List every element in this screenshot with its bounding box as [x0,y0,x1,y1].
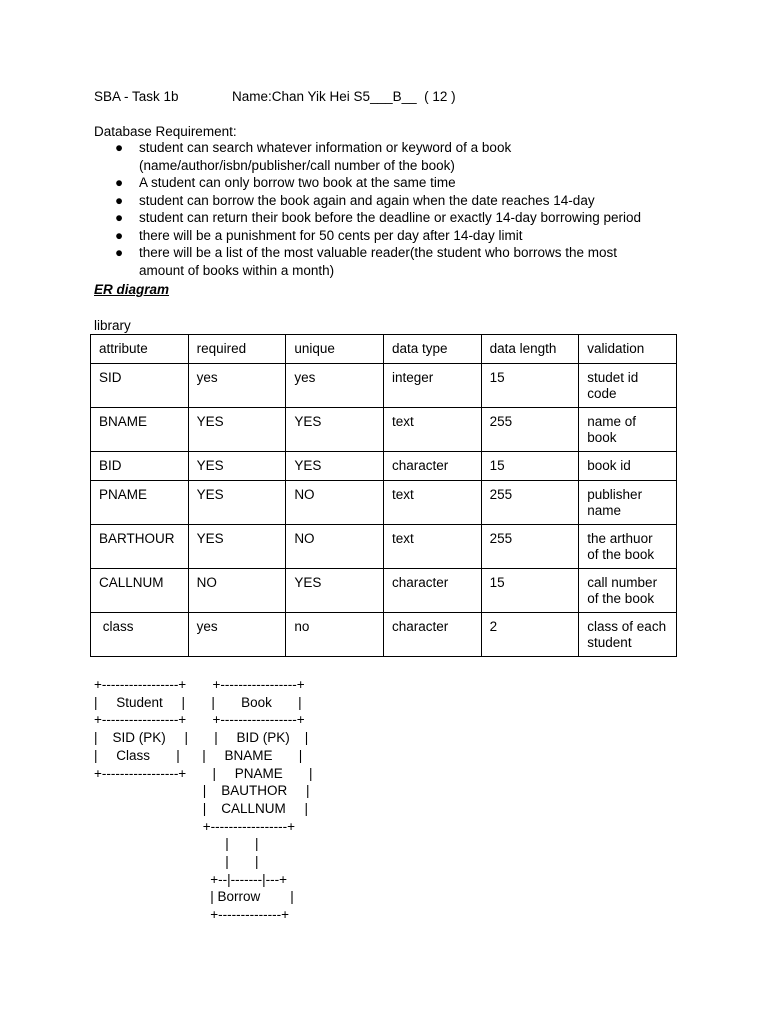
requirements-list [0,139,699,279]
student-name-line: Name:Chan Yik Hei S5___B__ ( 12 ) [232,89,456,104]
table-cell: text [383,408,481,452]
table-cell: NO [188,569,286,613]
table-cell: text [383,525,481,569]
requirement-item [0,139,699,174]
table-cell: 255 [481,481,579,525]
table-cell: book id [579,452,677,481]
bullet-icon: ● [115,175,124,190]
table-row [91,452,677,481]
column-header: unique [286,335,384,364]
requirement-item [0,244,699,279]
requirement-item [0,209,699,227]
table-cell: no [286,613,384,657]
column-header: attribute [91,335,189,364]
table-cell: 15 [481,569,579,613]
er-diagram-title: ER diagram [94,282,170,297]
requirement-text: there will be a list of the most valuable reader(the student who borrows the most amount of books within a month) [139,245,617,278]
table-cell: YES [188,481,286,525]
table-cell: 255 [481,408,579,452]
library-table [90,334,677,657]
requirement-text: A student can only borrow two book at the same time [139,175,456,190]
table-cell: YES [188,408,286,452]
table-cell: YES [286,408,384,452]
table-cell: YES [286,569,384,613]
requirement-item [0,227,699,245]
table-cell: YES [188,452,286,481]
table-label: library [94,318,131,333]
table-cell: yes [188,364,286,408]
bullet-icon: ● [115,210,124,225]
bullet-icon: ● [115,245,124,260]
column-header: required [188,335,286,364]
table-cell: PNAME [91,481,189,525]
table-row [91,408,677,452]
table-cell: character [383,613,481,657]
column-header: data length [481,335,579,364]
table-row [91,364,677,408]
requirement-text: there will be a punishment for 50 cents per day after 14-day limit [139,227,523,243]
table-cell: character [383,452,481,481]
table-cell: SID [91,364,189,408]
requirement-item [0,192,699,210]
table-cell: BARTHOUR [91,525,189,569]
table-row [91,569,677,613]
table-cell: YES [286,452,384,481]
table-cell: 2 [481,613,579,657]
ascii-er-diagram: +-----------------+ +-----------------+ | Student | | Book | +-----------------+ +-----------------+ | SID (PK) | | BID (PK) | | Class | | BNAME | +-----------------+ | PNAME | | BAUTHOR | | CALLNUM | +-----------------+ | | | | +--|-------|---+ | Borrow | +--------------+ [94,677,313,923]
table-cell: integer [383,364,481,408]
bullet-icon: ● [115,192,124,208]
requirement-text: student can return their book before the deadline or exactly 14-day borrowing period [139,210,642,225]
requirement-text: student can borrow the book again and again when the date reaches 14-day [139,192,595,208]
table-row [91,613,677,657]
table-cell: BID [91,452,189,481]
bullet-icon: ● [115,227,124,243]
table-cell: NO [286,481,384,525]
table-cell: YES [188,525,286,569]
table-cell: CALLNUM [91,569,189,613]
requirement-text: student can search whatever information or keyword of a book (name/author/isbn/publisher/call number of the book) [139,140,512,173]
table-cell: publisher name [579,481,677,525]
table-cell: NO [286,525,384,569]
table-cell: BNAME [91,408,189,452]
column-header: data type [383,335,481,364]
table-cell: class [91,613,189,657]
table-cell: 255 [481,525,579,569]
table-cell: the arthuor of the book [579,525,677,569]
table-cell: character [383,569,481,613]
table-cell: studet id code [579,364,677,408]
table-cell: call number of the book [579,569,677,613]
table-cell: name of book [579,408,677,452]
table-row [91,525,677,569]
table-cell: yes [188,613,286,657]
table-cell: class of each student [579,613,677,657]
table-row [91,481,677,525]
table-header-row [91,335,677,364]
table-cell: 15 [481,364,579,408]
column-header: validation [579,335,677,364]
table-cell: text [383,481,481,525]
requirements-title: Database Requirement: [94,124,237,139]
requirement-item [0,174,699,192]
task-title: SBA - Task 1b [94,89,179,104]
bullet-icon: ● [115,140,124,155]
table-cell: yes [286,364,384,408]
table-cell: 15 [481,452,579,481]
